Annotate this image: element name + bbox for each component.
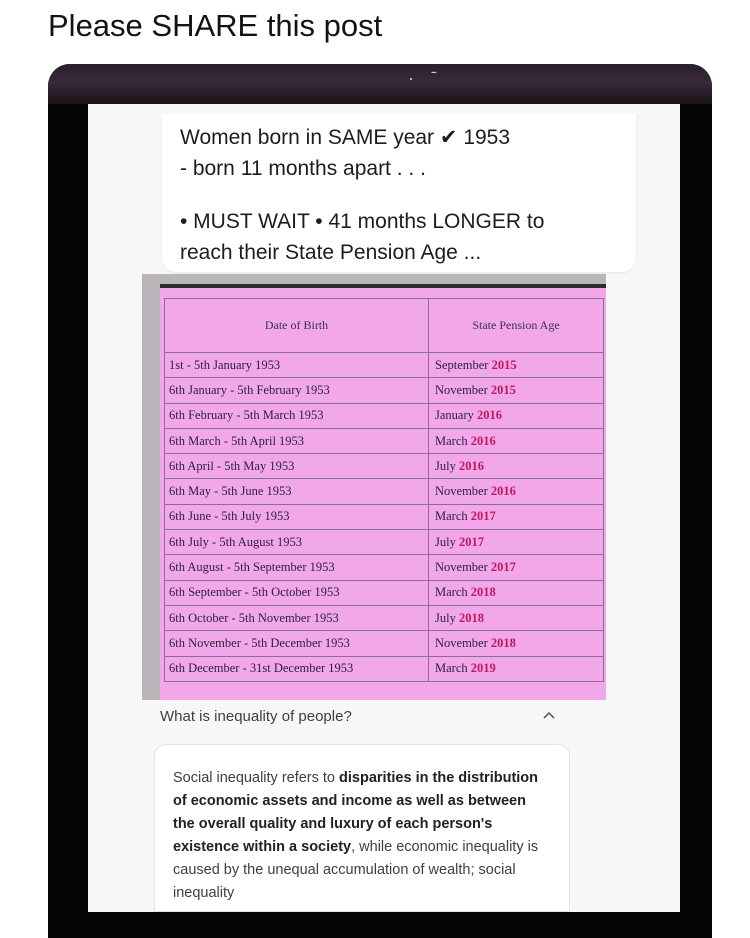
table-row — [165, 454, 604, 479]
callout-line-3: • MUST WAIT • 41 months LONGER to — [180, 210, 545, 233]
date-of-birth-cell: 6th July - 5th August 1953 — [165, 530, 429, 555]
state-pension-age-cell — [429, 631, 604, 656]
answer-plain-text: Social inequality refers to — [173, 770, 340, 786]
pension-year: 2016 — [477, 408, 502, 423]
pension-year: 2018 — [470, 585, 496, 600]
table-row — [165, 428, 604, 453]
state-pension-age-cell — [429, 479, 604, 504]
state-pension-age-cell — [429, 656, 604, 681]
pension-year: 2017 — [490, 560, 516, 575]
date-of-birth-cell: 6th October - 5th November 1953 — [165, 605, 429, 630]
table-row — [165, 555, 604, 580]
date-of-birth-cell: 6th May - 5th June 1953 — [165, 479, 429, 504]
callout-line-2: - born 11 months apart . . . — [180, 157, 426, 180]
pension-year: 2017 — [470, 509, 496, 524]
state-pension-age-cell — [429, 605, 604, 630]
table-row — [165, 656, 604, 681]
pension-year: 2019 — [470, 661, 496, 676]
table-row — [165, 580, 604, 605]
table-header-row — [165, 299, 604, 353]
pension-month: November — [435, 382, 488, 397]
answer-bold-text: disparities in the distribution of economic assets and income as well as between the overall quality and luxury of each person's existence within a society — [173, 770, 539, 855]
state-pension-age-cell — [429, 378, 604, 403]
pension-table-sheet — [160, 284, 606, 700]
table-row — [165, 605, 604, 630]
pension-table — [164, 298, 604, 682]
state-pension-age-cell — [429, 353, 604, 378]
callout-line-1: Women born in SAME year ✔ 1953 — [180, 126, 511, 149]
pension-month: March — [435, 433, 468, 448]
chevron-up-icon[interactable] — [540, 708, 558, 726]
state-pension-age-cell — [429, 580, 604, 605]
tweet-text: Please SHARE this post — [48, 8, 383, 43]
pension-year: 2015 — [491, 357, 517, 372]
date-of-birth-cell: 6th June - 5th July 1953 — [165, 504, 429, 529]
state-pension-age-cell — [429, 504, 604, 529]
table-row — [165, 479, 604, 504]
state-pension-age-cell — [429, 530, 604, 555]
table-row — [165, 353, 604, 378]
date-of-birth-cell: 6th March - 5th April 1953 — [165, 428, 429, 453]
photo-top-bar — [48, 64, 712, 104]
date-of-birth-cell: 1st - 5th January 1953 — [165, 353, 429, 378]
pension-month: July — [435, 534, 456, 549]
pension-month: March — [435, 585, 468, 600]
state-pension-age-cell — [429, 454, 604, 479]
table-row — [165, 403, 604, 428]
date-of-birth-cell: 6th February - 5th March 1953 — [165, 403, 429, 428]
pension-month: March — [435, 661, 468, 676]
attached-photo[interactable] — [48, 64, 712, 938]
state-pension-age-cell — [429, 555, 604, 580]
pension-year: 2018 — [490, 635, 516, 650]
pension-callout — [162, 114, 636, 272]
pension-month: November — [435, 484, 488, 499]
faq-question[interactable]: What is inequality of people? — [160, 708, 352, 725]
pension-year: 2016 — [490, 484, 516, 499]
pension-month: July — [435, 458, 456, 473]
pension-year: 2017 — [458, 534, 484, 549]
table-row — [165, 378, 604, 403]
pension-month: September — [435, 357, 489, 372]
pension-month: July — [435, 610, 456, 625]
date-of-birth-cell: 6th August - 5th September 1953 — [165, 555, 429, 580]
pension-year: 2015 — [490, 382, 516, 397]
top-bar-fragment: · ˉ — [408, 68, 443, 88]
pension-year: 2016 — [470, 433, 496, 448]
answer-plain-text: , while economic inequality is caused by the unequal accumulation of wealth; social inequality — [173, 839, 539, 901]
date-of-birth-cell: 6th September - 5th October 1953 — [165, 580, 429, 605]
faq-answer-card — [154, 744, 570, 912]
state-pension-age-cell — [429, 403, 604, 428]
date-of-birth-cell: 6th January - 5th February 1953 — [165, 378, 429, 403]
table-row — [165, 504, 604, 529]
pension-year: 2018 — [458, 610, 484, 625]
pension-month: November — [435, 560, 488, 575]
pension-month: March — [435, 509, 468, 524]
faq-answer-text — [173, 767, 551, 905]
pension-month: January — [435, 408, 474, 423]
phone-screen — [88, 104, 680, 912]
pension-month: November — [435, 635, 488, 650]
header-date-of-birth: Date of Birth — [165, 299, 429, 353]
pension-year: 2016 — [458, 458, 484, 473]
date-of-birth-cell: 6th April - 5th May 1953 — [165, 454, 429, 479]
date-of-birth-cell: 6th November - 5th December 1953 — [165, 631, 429, 656]
state-pension-age-cell — [429, 428, 604, 453]
callout-line-4: reach their State Pension Age ... — [180, 241, 482, 264]
table-row — [165, 530, 604, 555]
header-state-pension-age: State Pension Age — [429, 299, 604, 353]
date-of-birth-cell: 6th December - 31st December 1953 — [165, 656, 429, 681]
photo-bottom-edge — [48, 912, 712, 938]
pension-table-photo — [142, 274, 606, 700]
table-row — [165, 631, 604, 656]
